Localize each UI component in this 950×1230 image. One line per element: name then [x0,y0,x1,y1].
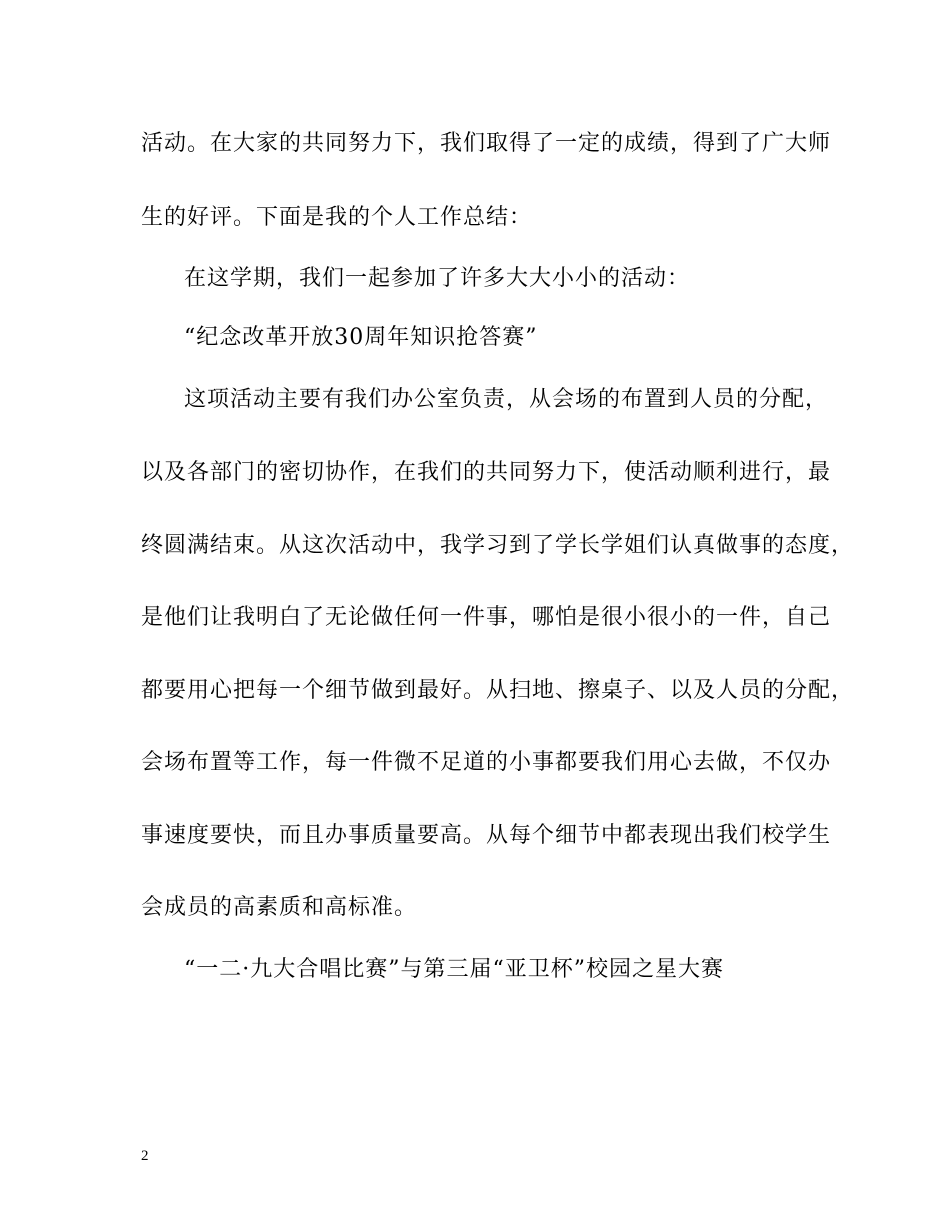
paragraph-first-line: 在这学期，我们一起参加了许多大大小小的活动： [184,266,691,291]
body-text-line: 活动。在大家的共同努力下，我们取得了一定的成绩，得到了广大师 [141,131,832,156]
body-text-line: 事速度要快，而且办事质量要高。从每个细节中都表现出我们校学生 [141,823,832,848]
section-heading: “纪念改革开放30周年知识抢答赛” [184,325,538,350]
body-text-line: 会成员的高素质和高标准。 [141,895,418,920]
body-text-line: 会场布置等工作，每一件微不足道的小事都要我们用心去做，不仅办 [141,750,832,775]
body-text-line: 生的好评。下面是我的个人工作总结： [141,205,533,230]
body-text-line: 是他们让我明白了无论做任何一件事，哪怕是很小很小的一件，自己 [141,605,832,630]
paragraph-first-line: 这项活动主要有我们办公室负责，从会场的布置到人员的分配， [184,387,829,412]
body-text-line: 以及各部门的密切协作，在我们的共同努力下，使活动顺利进行，最 [141,460,832,485]
section-heading: “一二·九大合唱比赛”与第三届“亚卫杯”校园之星大赛 [184,957,724,982]
body-text-line: 都要用心把每一个细节做到最好。从扫地、擦桌子、以及人员的分配， [141,678,855,703]
page-number: 2 [141,1148,149,1164]
body-text-line: 终圆满结束。从这次活动中，我学习到了学长学姐们认真做事的态度， [141,533,855,558]
